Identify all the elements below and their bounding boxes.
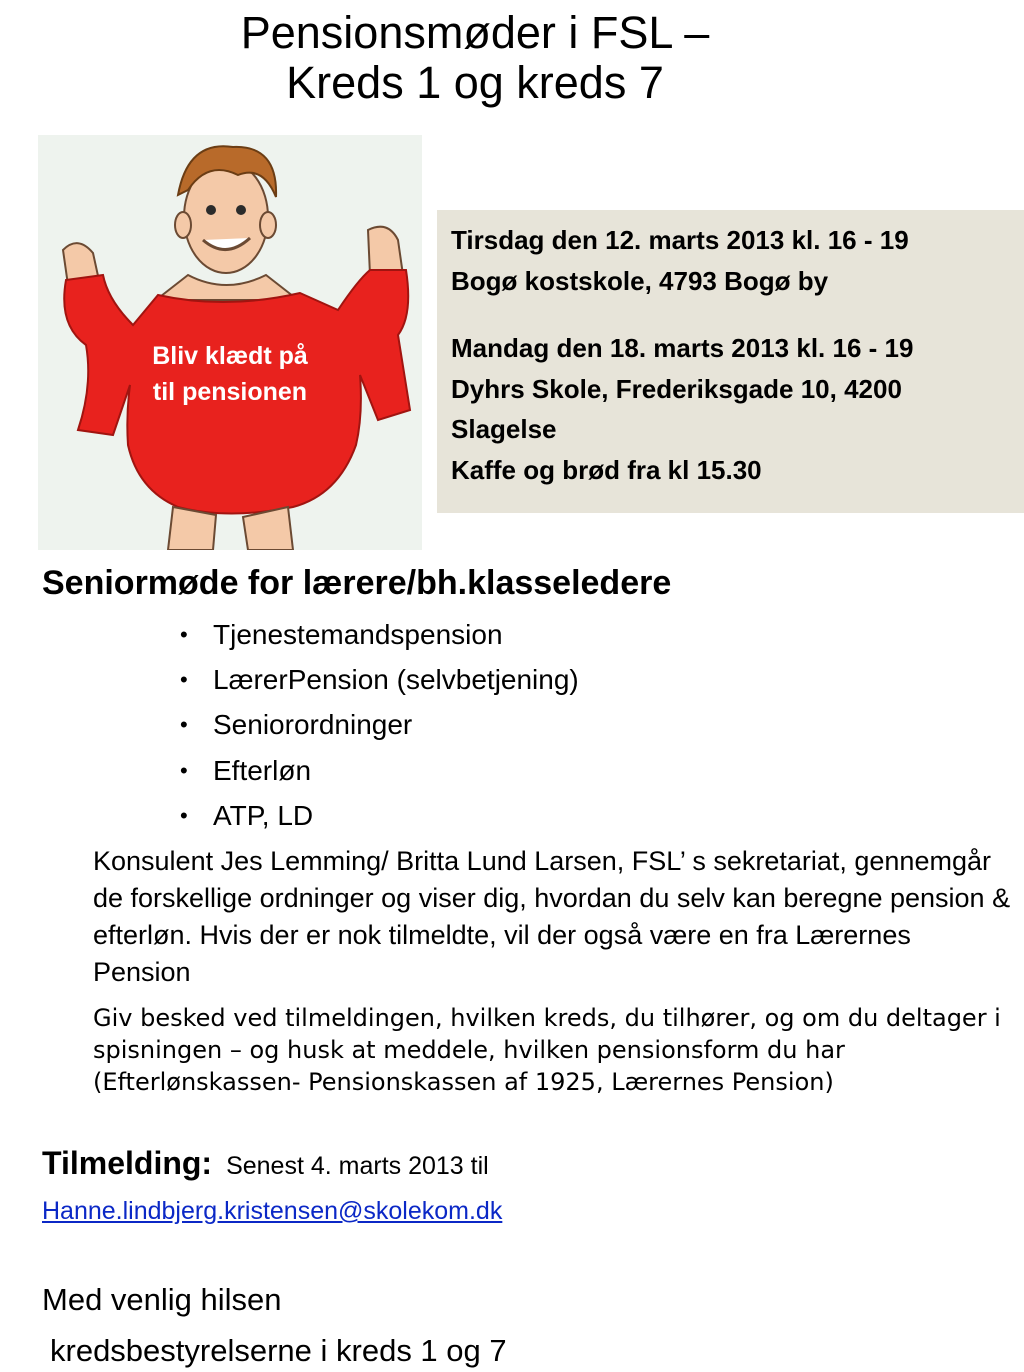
meeting-2-date: Mandag den 18. marts 2013 kl. 16 - 19 [451,333,914,363]
meeting-2-place-line-1: Dyhrs Skole, Frederiksgade 10, 4200 [451,373,902,404]
page-title [0,8,950,108]
refreshments-note: Kaffe og brød fra kl 15.30 [451,454,762,485]
meeting-info-box [437,210,1024,513]
topic-label: LærerPension (selvbetjening) [213,664,579,696]
list-item [180,612,579,657]
section-heading: Seniormøde for lærere/bh.klasseledere [42,564,672,602]
list-item [180,793,579,838]
caption-line-2: til pensionen [152,378,308,406]
bullet-icon: • [180,667,188,693]
email-link[interactable]: Hanne.lindbjerg.kristensen@skolekom.dk [42,1197,503,1225]
signup-deadline: Senest 4. marts 2013 til [226,1152,489,1180]
list-item [180,702,579,747]
topic-list [180,612,579,838]
sweater-caption [125,338,335,410]
topic-label: Seniorordninger [213,709,413,741]
topic-label: Efterløn [213,754,312,786]
signup-label: Tilmelding: [42,1145,213,1181]
bullet-icon: • [180,757,188,783]
list-item [180,748,579,793]
meeting-1-date: Tirsdag den 12. marts 2013 kl. 16 - 19 [451,225,909,255]
instructions-paragraph: Giv besked ved tilmeldingen, hvilken kreds, du tilhører, og om du deltager i spisningen – og husk at meddele, hvilken pensionsform du har (Efterlønskassen- Pensionskassen af 1925, Lærernes Pension) [93,1004,1001,1096]
sweater-illustration [38,135,422,550]
bullet-icon: • [180,622,188,647]
topic-label: ATP, LD [213,799,314,831]
closing-greeting: Med venlig hilsen [42,1282,282,1317]
closing-signature: kredsbestyrelserne i kreds 1 og 7 [50,1333,507,1368]
signup-line [42,1141,489,1185]
bullet-icon: • [180,802,188,828]
topic-label: Tjenestemandspension [213,619,503,650]
consultant-paragraph: Konsulent Jes Lemming/ Britta Lund Larsen, FSL’ s sekretariat, gennemgår de forskellige ordninger og viser dig, hvordan du selv kan beregne pension & efterløn. Hvis der er nok tilmeldte, vil der også være en fra Lærernes Pension [93,846,1011,987]
title-line-1: Pensionsmøder i FSL – [240,7,710,58]
list-item [180,657,579,702]
meeting-2-place-line-2: Slagelse [451,414,557,444]
info-box-spacer [451,301,1014,328]
caption-line-1: Bliv klædt på [152,342,308,370]
title-line-2: Kreds 1 og kreds 7 [286,57,664,108]
meeting-1-place: Bogø kostskole, 4793 Bogø by [451,265,829,296]
bullet-icon: • [180,712,188,738]
